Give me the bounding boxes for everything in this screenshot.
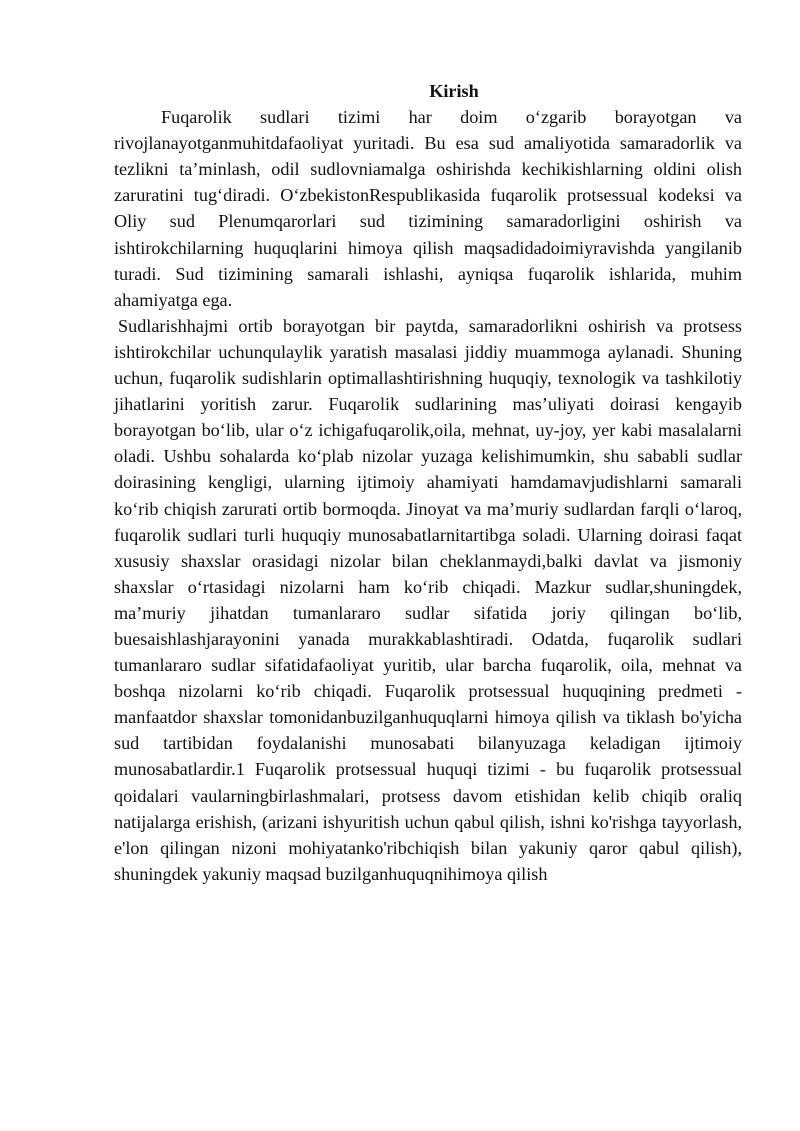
document-page: [114, 78, 742, 887]
paragraph-body: Sudlarishhajmi ortib borayotgan bir paytda, samaradorlikni oshirish va protsess ishtirokchilar uchunqulaylik yaratish masalasi jiddiy muammoga aylanadi. Shuning uchun, fuqarolik sudishlarin optimallashtirishning huquqiy, texnologik va tashkilotiy jihatlarini yoritish zarur. Fuqarolik sudlarining mas’uliyati doirasi kengayib borayotgan bo‘lib, ular o‘z ichigafuqarolik,oila, mehnat, uy-joy, yer kabi masalalarni oladi. Ushbu sohalarda ko‘plab nizolar yuzaga kelishimumkin, shu sababli sudlar doirasining kengligi, ularning ijtimoiy ahamiyati hamdamavjudishlarni samarali ko‘rib chiqish zarurati ortib bormoqda. Jinoyat va ma’muriy sudlardan farqli o‘laroq, fuqarolik sudlari turli huquqiy munosabatlarnitartibga soladi. Ularning doirasi faqat xususiy shaxslar orasidagi nizolar bilan cheklanmaydi,balki davlat va jismoniy shaxslar o‘rtasidagi nizolarni ham ko‘rib chiqadi. Mazkur sudlar,shuningdek, ma’muriy jihatdan tumanlararo sudlar sifatida joriy qilingan bo‘lib, buesaishlashjarayonini yanada murakkablashtiradi. Odatda, fuqarolik sudlari tumanlararo sudlar sifatidafaoliyat yuritib, ular barcha fuqarolik, oila, mehnat va boshqa nizolarni ko‘rib chiqadi. Fuqarolik protsessual huquqining predmeti - manfaatdor shaxslar tomonidanbuzilganhuquqlarni himoya qilish va tiklash bo'yicha sud tartibidan foydalanishi munosabati bilanyuzaga keladigan ijtimoiy munosabatlardir.1 Fuqarolik protsessual huquqi tizimi - bu fuqarolik protsessual qoidalari vaularningbirlashmalari, protsess davom etishidan kelib chiqib oraliq natijalarga erishish, (arizani ishyuritish uchun qabul qilish, ishni ko'rishga tayyorlash, e'lon qilingan nizoni mohiyatanko'ribchiqish bilan yakuniy qaror qabul qilish), shuningdek yakuniy maqsad buzilganhuquqnihimoya qilish: [114, 315, 742, 884]
paragraph-intro: Fuqarolik sudlari tizimi har doim o‘zgarib borayotgan va rivojlanayotganmuhitdafaoliyat yuritadi. Bu esa sud amaliyotida samaradorlik va tezlikni ta’minlash, odil sudlovniamalga oshirishda kechikishlarning oldini olish zaruratini tug‘diradi. O‘zbekistonRespublikasida fuqarolik protsessual kodeksi va Oliy sud Plenumqarorlari sud tizimining samaradorligini oshirish va ishtirokchilarning huquqlarini himoya qilish maqsadidadoimiyravishda yangilanib turadi. Sud tizimining samarali ishlashi, ayniqsa fuqarolik ishlarida, muhim ahamiyatga ega.: [114, 107, 742, 310]
page-title: Kirish: [429, 81, 479, 101]
